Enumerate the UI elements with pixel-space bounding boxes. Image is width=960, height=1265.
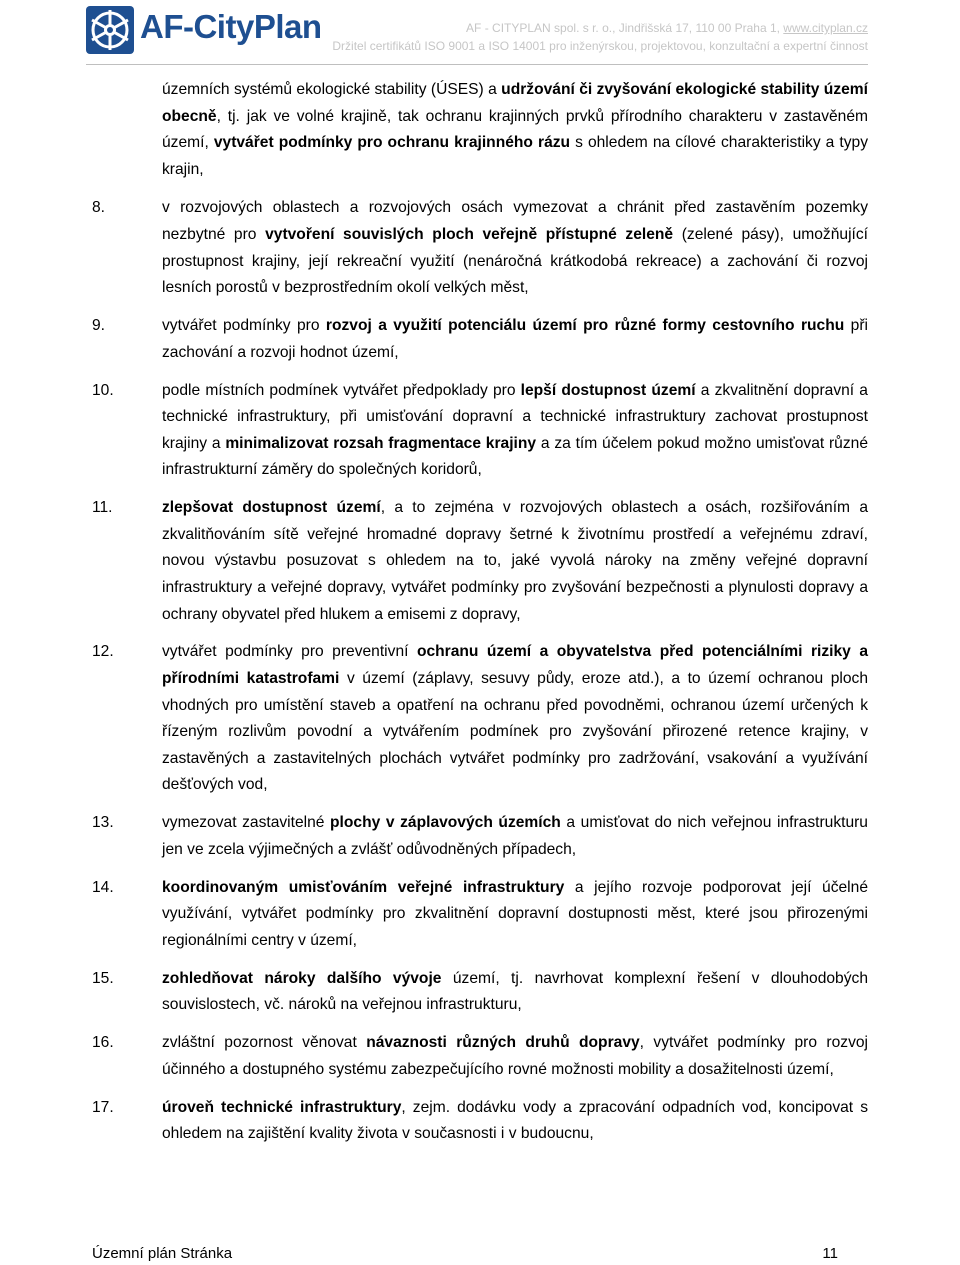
list-item-number: 14. [92,878,114,896]
list-item-text [162,1030,868,1083]
bold-text: plochy v záplavových územích [330,814,561,832]
list-item [92,875,868,955]
text-run: podle místních podmínek vytvářet předpoklady pro [162,381,521,399]
bold-text: koordinovaným umisťováním veřejné infrastruktury [162,878,565,896]
bold-text: vytvářet podmínky pro ochranu krajinného rázu [213,134,571,152]
list-item [92,639,868,799]
list-item-text [162,875,868,955]
text-run: , zejm. dodávku vody a zpracování odpadních vod, koncipovat s ohledem na zajištění kvality života v současnosti i v budoucnu, [162,1098,868,1143]
bold-text: lepší dostupnost území [520,381,696,399]
company-address: AF - CITYPLAN spol. s r. o., Jindřišská 17, 110 00 Praha 1, [466,21,784,35]
text-run: a zkvalitnění dopravní a technické infrastruktury, při umisťování dopravní a technické infrastruktury zachovat prostupnost krajiny a [162,381,868,452]
text-run: v rozvojových oblastech a rozvojových osách vymezovat a chránit před zastavěním pozemky nezbytné pro [162,199,868,243]
text-run: , a to zejména v rozvojových oblastech a osách, rozšiřováním a zkvalitňováním sítě veřejné hromadné dopravy šetrné k životnímu prostředí a veřejnému zdraví, novou výstavbu posuzovat s ohledem na to, jaké vyvolá nároky na změny veřejné dopravní infrastruktury a veřejné dopravy, vytvářet podmínky pro zvyšování bezpečnosti a plynulosti dopravy a ochrany obyvatel před hlukem a emisemi z dopravy, [162,499,868,623]
bold-text: ochranu území a obyvatelstva před potenciálními riziky a přírodními katastrofami [162,643,868,688]
bold-text: rozvoj a využití potenciálu území pro různé formy cestovního ruchu [325,317,845,335]
footer-label: Územní plán Stránka [92,1245,233,1262]
bold-text: zohledňovat nároky dalšího vývoje [162,969,442,987]
list-item-text [162,966,868,1019]
list-item-text [162,313,868,366]
text-run: zvláštní pozornost věnovat [162,1034,367,1052]
text-run: územních systémů ekologické stability (ÚSES) a [162,81,502,98]
list-item-number: 15. [92,969,114,987]
text-run: s ohledem na cílové charakteristiky a typy krajin, [162,134,868,178]
list-item [92,1030,868,1083]
page-header [0,0,960,64]
text-run: vytvářet podmínky pro preventivní [162,643,417,661]
text-run: území, tj. navrhovat komplexní řešení v dlouhodobých souvislostech, vč. nároků na veřejnou infrastrukturu, [162,969,868,1014]
list-item-text [162,195,868,301]
text-run: při zachování a rozvoji hodnot území, [162,317,868,361]
text-run: a jejího rozvoje podporovat její účelné využívání, vytvářet podmínky pro zkvalitnění dopravní dostupnosti měst, které jsou přirozenými regionálními centry v území, [162,878,868,949]
bold-text: zlepšovat dostupnost území [162,499,381,517]
numbered-list [92,195,868,1148]
list-item [92,313,868,366]
list-item-number: 17. [92,1098,114,1116]
certification-line: Držitel certifikátů ISO 9001 a ISO 14001 pro inženýrskou, projektovou, konzultační a expertní činnost [332,39,868,53]
bold-text: minimalizovat rozsah fragmentace krajiny [225,434,537,452]
header-divider [86,64,868,65]
company-address-line [332,19,868,37]
text-run: (zelené pásy), umožňující prostupnost krajiny, její rekreační využití (nenáročná krátkodobá rekreace) a zachování či rozvoj lesních porostů v bezprostředním okolí velkých měst, [162,225,868,297]
document-body [92,77,868,1159]
list-item-number: 13. [92,814,114,832]
text-run: , vytvářet podmínky pro rozvoj účinného a dostupného systému zabezpečujícího rovné možnosti mobility a dosažitelnosti území, [162,1034,868,1078]
bold-text: vytvoření souvislých ploch veřejně přístupné zeleně [265,225,674,243]
text-run: a za tím účelem pokud možno umisťovat různé infrastrukturní záměry do společných koridorů, [162,434,868,479]
list-item-text [162,1095,868,1148]
list-item-text [162,810,868,863]
list-item-number: 10. [92,381,114,399]
list-item [92,966,868,1019]
list-item [92,495,868,628]
list-item [92,195,868,301]
list-item [92,810,868,863]
list-item-number: 12. [92,643,114,661]
list-item-number: 16. [92,1034,114,1052]
page-number: 11 [822,1245,838,1262]
company-logo-icon [86,6,134,54]
list-item-number: 9. [92,317,106,335]
list-item [92,378,868,484]
website-link[interactable]: www.cityplan.cz [783,21,868,35]
company-info [332,19,868,55]
brand-name: AF-CityPlan [140,8,322,45]
text-run: v území (záplavy, sesuvy půdy, eroze atd.), a to území ochranou ploch vhodných pro umístění staveb a opatření na ochranu před povodněmi, ochranou území určených k řízeným rozlivům povodní a vytvářením podmínek pro zvyšování přirozené retence krajiny, v zastavěných a zastavitelných plochách vytvářet podmínky pro zadržování, vsakování a využívání dešťových vod, [162,670,869,794]
text-run: a umisťovat do nich veřejnou infrastrukturu jen ve zcela výjimečných a zvlášť odůvodněných případech, [162,814,868,858]
text-run: , tj. jak ve volné krajině, tak ochranu krajinných prvků přírodního charakteru v zastavěném území, [162,107,868,152]
list-item-text [162,639,868,799]
bold-text: udržování či zvyšování ekologické stability území obecně [162,81,868,125]
list-item [92,1095,868,1148]
text-run: vytvářet podmínky pro [162,317,326,335]
list-item-text [162,495,868,628]
bold-text: návaznosti různých druhů dopravy [366,1034,640,1052]
list-item-number: 11. [92,499,113,517]
bold-text: úroveň technické infrastruktury [162,1098,402,1116]
list-item-text [162,378,868,484]
list-item-number: 8. [92,199,106,217]
intro-paragraph [92,77,868,183]
text-run: vymezovat zastavitelné [162,814,331,832]
